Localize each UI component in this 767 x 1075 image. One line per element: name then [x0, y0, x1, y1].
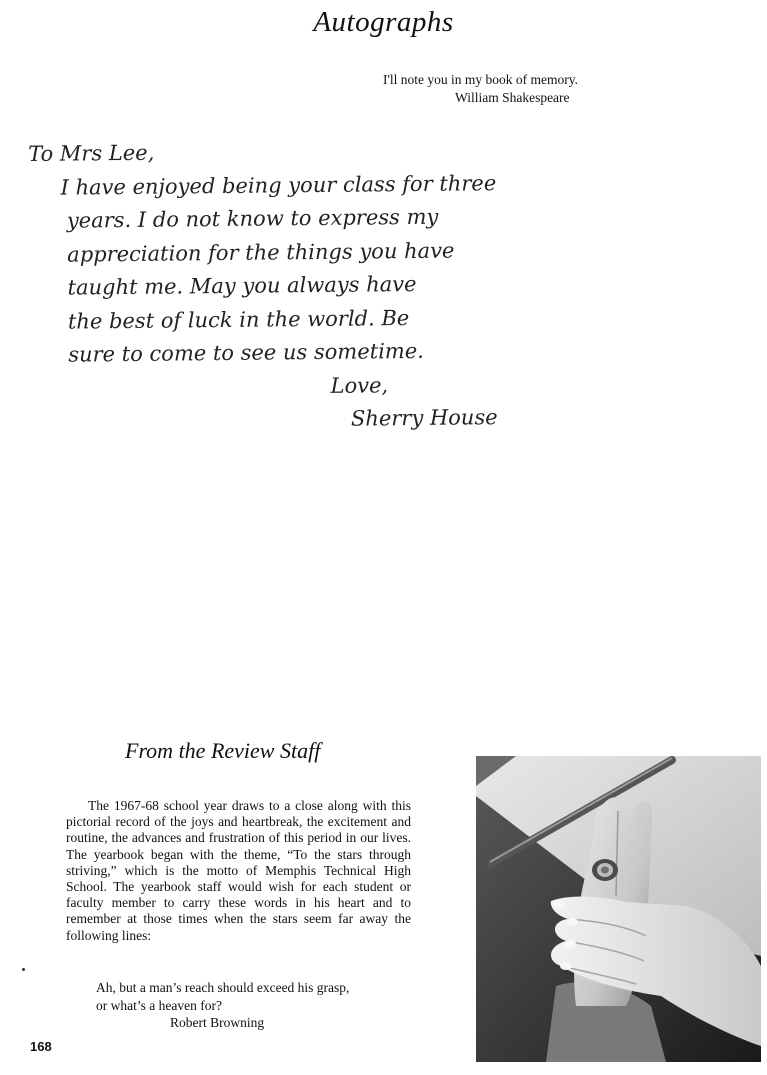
handwritten-note — [28, 132, 631, 440]
epigraph-author: William Shakespeare — [455, 90, 570, 105]
handwritten-line: the best of luck in the world. Be — [67, 305, 410, 334]
handwritten-line: sure to come to see us sometime. — [68, 338, 424, 367]
hands-ring-photo — [476, 756, 761, 1062]
handwritten-line: taught me. May you always have — [67, 271, 417, 300]
epigraph-quote: I'll note you in my book of memory. — [383, 72, 579, 87]
stray-mark — [22, 968, 25, 971]
handwritten-line: I have enjoyed being your class for three — [60, 170, 497, 200]
handwritten-closing: Love, — [330, 372, 389, 398]
closing-quote — [96, 979, 349, 1015]
quote-author: Robert Browning — [170, 1015, 265, 1030]
page-title: Autographs — [313, 6, 454, 38]
handwritten-greeting: To Mrs Lee, — [28, 140, 155, 166]
handwritten-signature: Sherry House — [350, 405, 498, 431]
quote-line: or what’s a heaven for? — [96, 998, 222, 1013]
page-number: 168 — [30, 1039, 52, 1054]
staff-paragraph: The 1967-68 school year draws to a close along with this pictorial record of the joys and heartbreak, the excitement and routine, the advances and frustration of this period in our lives. The yearbook began with the theme, “To the stars through striving,” which is the motto of Memphis Technical High School. The yearbook staff would wish for each student or faculty member to carry these words in his heart and to remember at those times when the stars seem far away the following lines: — [66, 798, 411, 943]
section-heading: From the Review Staff — [125, 738, 321, 763]
quote-line: Ah, but a man’s reach should exceed his grasp, — [96, 980, 350, 995]
handwritten-line: years. I do not know to express my — [66, 204, 439, 233]
handwritten-line: appreciation for the things you have — [67, 238, 455, 267]
